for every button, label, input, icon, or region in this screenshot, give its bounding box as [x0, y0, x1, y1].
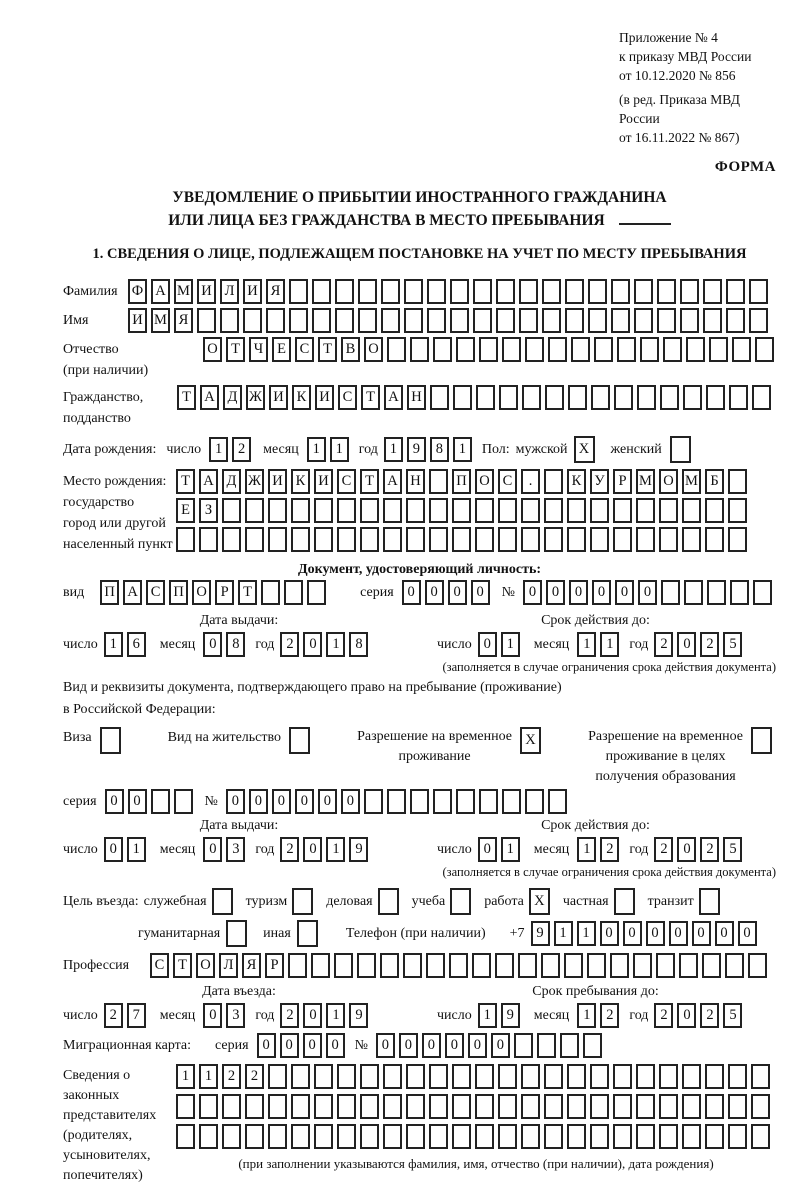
purpose-option-label: деловая: [326, 893, 373, 909]
temp-residence-edu-option: [588, 727, 776, 787]
surname-field[interactable]: Ф А М И Л И Я: [128, 279, 772, 304]
stay-issue-month-label: месяц: [159, 841, 196, 857]
entry-month-field[interactable]: 0 3: [203, 1003, 249, 1028]
id-doc-issue-day[interactable]: 1 6: [104, 632, 150, 657]
stay-doc-series-field[interactable]: 0 0: [105, 789, 197, 814]
citizenship-field[interactable]: Т А Д Ж И К И С Т А Н: [177, 385, 775, 410]
purpose-option-label: гуманитарная: [138, 925, 221, 941]
sex-female-checkbox[interactable]: [670, 436, 695, 463]
representatives-row3[interactable]: [176, 1124, 774, 1149]
phone-prefix: +7: [509, 925, 525, 941]
id-doc-series-label: серия: [360, 584, 394, 600]
birth-place-row1[interactable]: Т А Д Ж И К И С Т А Н П О С . К У Р М О М Б: [176, 469, 751, 494]
stay-issue-day-label: число: [63, 841, 98, 857]
purpose-work-checkbox[interactable]: X: [529, 888, 554, 915]
id-doc-expiry-title: Срок действия до:: [541, 613, 650, 628]
stay-doc-number-field[interactable]: 0 0 0 0 0 0: [226, 789, 571, 814]
purpose-option-label: частная: [562, 893, 609, 909]
entry-year-label: год: [255, 1007, 275, 1023]
expiry-day-label: число: [437, 636, 472, 652]
birth-year-label: год: [358, 441, 378, 457]
visa-label: Виза: [63, 730, 92, 745]
phone-field[interactable]: 9 1 1 0 0 0 0 0 0 0: [531, 921, 761, 946]
id-doc-expiry-month[interactable]: 1 1: [577, 632, 623, 657]
stay-expiry-day-label: число: [437, 841, 472, 857]
issue-year-label: год: [255, 636, 275, 652]
issue-month-label: месяц: [159, 636, 196, 652]
purpose-official-checkbox[interactable]: [212, 888, 237, 915]
patronymic-field[interactable]: О Т Ч Е С Т В О: [203, 337, 778, 362]
stay-until-month-label: месяц: [533, 1007, 570, 1023]
purpose-private-checkbox[interactable]: [614, 888, 639, 915]
sex-male-checkbox[interactable]: X: [574, 436, 599, 463]
regulation-note: [619, 28, 776, 147]
visa-option: [63, 727, 125, 754]
profession-field[interactable]: С Т О Л Я Р: [150, 953, 771, 978]
representatives-row2[interactable]: [176, 1094, 774, 1119]
surname-label: Фамилия: [63, 284, 118, 299]
birth-month-field[interactable]: 1 1: [307, 437, 353, 462]
profession-label: Профессия: [63, 958, 130, 973]
temp-residence-option: [357, 727, 545, 767]
stay-doc-number-label: №: [204, 793, 218, 809]
id-doc-header: Документ, удостоверяющий личность:: [297, 562, 542, 577]
representatives-row1[interactable]: 1 1 2 2: [176, 1064, 774, 1089]
birth-place-row2[interactable]: Е З: [176, 498, 751, 523]
sex-female-label: женский: [610, 441, 662, 457]
purpose-option-label: транзит: [647, 893, 694, 909]
stay-expiry-year-label: год: [629, 841, 649, 857]
temp-residence-edu-label: Разрешение на временное проживание в целях получения образования: [588, 729, 743, 784]
stay-until-month-field[interactable]: 1 2: [577, 1003, 623, 1028]
entry-month-label: месяц: [159, 1007, 196, 1023]
entry-year-field[interactable]: 2 0 1 9: [280, 1003, 372, 1028]
id-doc-note: (заполняется в случае ограничения срока действия документа): [442, 660, 776, 674]
id-doc-issue-title: Дата выдачи:: [199, 613, 279, 628]
patronymic-label: Отчество (при наличии): [63, 342, 149, 378]
purpose-option-label: служебная: [143, 893, 207, 909]
id-doc-type-label: вид: [63, 584, 85, 600]
stay-doc-expiry-month[interactable]: 1 2: [577, 837, 623, 862]
stay-doc-line1: Вид и реквизиты документа, подтверждающего право на пребывание (проживание): [63, 680, 562, 695]
temp-residence-checkbox[interactable]: X: [520, 727, 545, 754]
birth-place-row3[interactable]: [176, 527, 751, 552]
given-name-field[interactable]: И М Я: [128, 308, 772, 333]
issue-day-label: число: [63, 636, 98, 652]
form-title-line2: ИЛИ ЛИЦА БЕЗ ГРАЖДАНСТВА В МЕСТО ПРЕБЫВАНИЯ: [168, 212, 605, 229]
stay-doc-issue-year[interactable]: 2 0 1 9: [280, 837, 372, 862]
stay-until-day-label: число: [437, 1007, 472, 1023]
entry-day-field[interactable]: 2 7: [104, 1003, 150, 1028]
regulation-line: от 16.11.2022 № 867): [619, 130, 740, 145]
birth-day-label: число: [166, 441, 202, 457]
migration-number-label: №: [354, 1037, 368, 1053]
visa-checkbox[interactable]: [100, 727, 125, 754]
migration-number-field[interactable]: 0 0 0 0 0 0: [376, 1033, 606, 1058]
entry-date-title: Дата въезда:: [202, 984, 276, 999]
stay-until-year-label: год: [629, 1007, 649, 1023]
regulation-line: Приложение № 4: [619, 30, 718, 45]
migration-series-field[interactable]: 0 0 0 0: [257, 1033, 349, 1058]
birth-year-field[interactable]: 1 9 8 1: [384, 437, 476, 462]
purpose-option-label: работа: [484, 893, 524, 909]
title-blank-line: [619, 209, 671, 225]
stay-doc-issue-month[interactable]: 0 3: [203, 837, 249, 862]
citizenship-label: Гражданство, подданство: [63, 390, 144, 426]
id-doc-number-label: №: [501, 584, 515, 600]
temp-residence-label: Разрешение на временное проживание: [357, 729, 512, 764]
id-doc-issue-month[interactable]: 0 8: [203, 632, 249, 657]
form-label: ФОРМА: [714, 159, 776, 175]
id-doc-issue-year[interactable]: 2 0 1 8: [280, 632, 372, 657]
id-doc-series-field[interactable]: 0 0 0 0: [402, 580, 494, 605]
birth-place-label: Место рождения: государство город или другой населенный пункт: [63, 474, 173, 552]
stay-until-day-field[interactable]: 1 9: [478, 1003, 524, 1028]
stay-doc-expiry-title: Срок действия до:: [541, 818, 650, 833]
regulation-line: к приказу МВД России: [619, 49, 752, 64]
expiry-year-label: год: [629, 636, 649, 652]
entry-day-label: число: [63, 1007, 98, 1023]
stay-doc-note: (заполняется в случае ограничения срока действия документа): [442, 865, 776, 879]
migration-series-label: серия: [215, 1037, 249, 1053]
section1-title: 1. СВЕДЕНИЯ О ЛИЦЕ, ПОДЛЕЖАЩЕМ ПОСТАНОВКЕ НА УЧЕТ ПО МЕСТУ ПРЕБЫВАНИЯ: [92, 246, 747, 262]
stay-until-title: Срок пребывания до:: [532, 984, 659, 999]
birth-month-label: месяц: [263, 441, 299, 457]
representatives-note: (при заполнении указываются фамилия, имя, отчество (при наличии), дата рождения): [238, 1156, 714, 1171]
phone-label: Телефон (при наличии): [345, 925, 486, 941]
residence-permit-option: [168, 727, 314, 754]
regulation-line: от 10.12.2020 № 856: [619, 68, 736, 83]
purpose-option-label: учеба: [411, 893, 446, 909]
sex-label: Пол:: [481, 441, 510, 457]
stay-doc-issue-day[interactable]: 0 1: [104, 837, 150, 862]
representatives-label: Сведения о законных представителях (родителях, усыновителях, попечителях): [63, 1068, 157, 1183]
id-doc-expiry-day[interactable]: 0 1: [478, 632, 524, 657]
residence-permit-checkbox[interactable]: [289, 727, 314, 754]
stay-doc-line2: в Российской Федерации:: [63, 702, 216, 717]
birth-date-label: Дата рождения:: [63, 441, 157, 457]
purpose-tourism-checkbox[interactable]: [292, 888, 317, 915]
purpose-humanitarian-checkbox[interactable]: [226, 920, 251, 947]
id-doc-type-field[interactable]: П А С П О Р Т: [100, 580, 330, 605]
stay-expiry-month-label: месяц: [533, 841, 570, 857]
sex-male-label: мужской: [515, 441, 568, 457]
purpose-option-label: туризм: [245, 893, 288, 909]
stay-until-year-field[interactable]: 2 0 2 5: [654, 1003, 746, 1028]
regulation-line: (в ред. Приказа МВД России: [619, 92, 740, 126]
birth-day-field[interactable]: 1 2: [209, 437, 255, 462]
purpose-label: Цель въезда:: [63, 893, 139, 909]
form-title-line1: УВЕДОМЛЕНИЕ О ПРИБЫТИИ ИНОСТРАННОГО ГРАЖДАНИНА: [172, 189, 667, 206]
form-title: [63, 186, 776, 232]
stay-issue-year-label: год: [255, 841, 275, 857]
stay-doc-series-label: серия: [63, 793, 97, 809]
purpose-transit-checkbox[interactable]: [699, 888, 724, 915]
expiry-month-label: месяц: [533, 636, 570, 652]
purpose-option-label: иная: [263, 925, 291, 941]
residence-permit-label: Вид на жительство: [167, 730, 282, 745]
temp-residence-edu-checkbox[interactable]: [751, 727, 776, 754]
purpose-other-checkbox[interactable]: [297, 920, 322, 947]
stay-doc-expiry-year[interactable]: 2 0 2 5: [654, 837, 746, 862]
stay-doc-issue-title: Дата выдачи:: [199, 818, 279, 833]
given-name-label: Имя: [63, 313, 89, 328]
id-doc-number-field[interactable]: 0 0 0 0 0 0: [523, 580, 776, 605]
stay-doc-expiry-day[interactable]: 0 1: [478, 837, 524, 862]
purpose-business-checkbox[interactable]: [378, 888, 403, 915]
migration-card-label: Миграционная карта:: [63, 1037, 192, 1053]
purpose-study-checkbox[interactable]: [450, 888, 475, 915]
id-doc-expiry-year[interactable]: 2 0 2 5: [654, 632, 746, 657]
